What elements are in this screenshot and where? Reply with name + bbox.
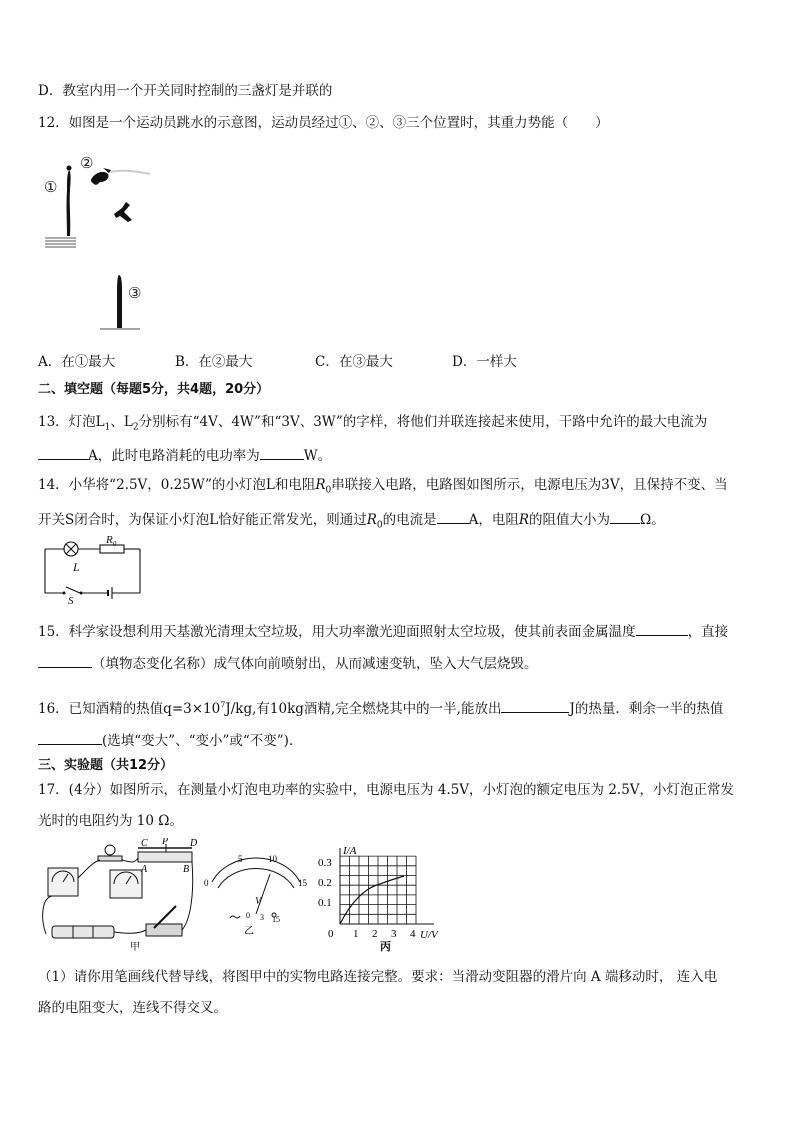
blank <box>636 623 688 636</box>
question-13-line-2: A，此时电路消耗的电功率为 W。 <box>38 447 331 464</box>
question-14-line-2: 开关S闭合时，为保证小灯泡L恰好能正常发光，则通过$R_0$的电流是 A，电阻R的阻值大小为 Ω。 <box>38 512 665 531</box>
question-14-line-1: 14．小华将“2.5V，0.25W”的小灯泡L和电阻$R_0$串联接入电路，电路图如图所示，电源电压为3V，且保持不变、当 <box>38 477 728 496</box>
question-15-line-2: （填物态变化名称）成气体向前喷射出，从而减速变轨，坠入大气层烧毁。 <box>38 655 538 672</box>
blank <box>38 732 102 745</box>
figure-jia-circuit <box>38 838 198 953</box>
marker-3: ③ <box>128 286 142 302</box>
circuit-diagram <box>40 535 150 605</box>
option-a: A．在①最大 <box>38 354 116 370</box>
question-16-line-2: (选填“变大”、“变小”或“不变”)． <box>38 732 302 749</box>
blank <box>437 511 469 524</box>
question-16-line-1: 16．已知酒精的热值$q=3\times 10^7J/kg$,有10kg酒精,完全燃烧其中的一半,能放出 J的热量．剩余一半的热值 <box>38 700 724 717</box>
question-17-1-line-1: （1）请你用笔画线代替导线，将图甲中的实物电路连接完整。要求：当滑动变阻器的滑片向 A 端移动时， 连入电 <box>38 969 718 985</box>
x-tick-1: 1 <box>353 928 359 940</box>
switch-label: S <box>68 595 74 605</box>
question-17-line-1: 17．(4分）如图所示，在测量小灯泡电功率的实验中，电源电压为 4.5V，小灯泡的额定电压为 2.5V，小灯泡正常发 <box>38 782 735 798</box>
question-17-line-2: 光时的电阻约为 10 Ω。 <box>38 813 183 829</box>
label-bing: 丙 <box>380 941 391 952</box>
option-d: D．一样大 <box>452 354 517 370</box>
diver-position-1 <box>67 170 71 236</box>
question-17-1-line-2: 路的电阻变大，连线不得交叉。 <box>38 1000 227 1016</box>
diver-position-2 <box>91 172 109 185</box>
dial-5: 5 <box>238 854 243 864</box>
x-tick-4: 4 <box>410 928 416 940</box>
terminal-3: 3 <box>260 913 264 922</box>
diving-figure <box>40 150 170 335</box>
question-15-line-1: 15．科学家设想利用天基激光清理太空垃圾，用大功率激光迎面照射太空垃圾，使其前表面金属温度 ，直接 <box>38 624 729 640</box>
blank <box>610 511 640 524</box>
figure-yi-dial <box>200 852 310 937</box>
bulb <box>105 845 115 855</box>
terminal-0: 0 <box>246 911 250 920</box>
terminal-15: 15 <box>272 915 280 924</box>
r0-label: R <box>106 535 113 546</box>
knife-switch <box>146 924 182 936</box>
switch-s <box>66 587 80 593</box>
y-axis-label: I/A <box>343 845 357 857</box>
section-2-heading: 二、填空题（每题5分，共4题，20分） <box>38 382 270 397</box>
label-yi: 乙 <box>244 926 254 937</box>
dial-15: 15 <box>298 878 307 888</box>
option-c: C．在③最大 <box>315 354 393 370</box>
diver-position-3 <box>117 275 122 328</box>
figure-bing-graph <box>316 842 446 952</box>
blank <box>501 700 569 713</box>
section-3-heading: 三、实验题（共12分） <box>38 758 174 773</box>
x-tick-3: 3 <box>391 928 397 940</box>
rheostat <box>138 852 192 862</box>
label-b: B <box>183 864 190 875</box>
option-d-line: D．教室内用一个开关同时控制的三盏灯是并联的 <box>38 83 333 99</box>
diver-mid-air <box>114 202 132 222</box>
blank <box>38 655 92 668</box>
dial-0: 0 <box>204 878 209 888</box>
marker-1: ① <box>44 180 58 196</box>
blank <box>38 447 88 460</box>
lamp-label: L <box>73 560 80 574</box>
springboard <box>45 238 76 247</box>
label-p: P <box>162 838 169 847</box>
y-tick-0.1: 0.1 <box>318 897 332 909</box>
option-b: B．在②最大 <box>175 354 253 370</box>
blank <box>260 447 304 460</box>
label-jia: 甲 <box>130 942 140 953</box>
x-tick-2: 2 <box>372 928 378 940</box>
dial-10: 10 <box>268 854 277 864</box>
question-12: 12．如图是一个运动员跳水的示意图，运动员经过①、②、③三个位置时，其重力势能（ ） <box>38 115 609 131</box>
x-tick-0: 0 <box>328 928 334 940</box>
svg-text:V: V <box>255 896 262 907</box>
r0-subscript: 0 <box>112 540 117 548</box>
battery-pack <box>52 926 114 938</box>
x-axis-label: U/V <box>420 929 438 941</box>
y-tick-0.3: 0.3 <box>318 857 332 869</box>
question-13-line-1: 13．灯泡$L_1$、$L_2$分别标有“4V、4W”和“3V、3W”的字样，将他们并联连接起来使用，干路中允许的最大电流为 <box>38 414 708 433</box>
y-tick-0.2: 0.2 <box>318 877 332 889</box>
label-d: D <box>190 838 198 849</box>
label-a: A <box>141 864 148 875</box>
label-c: C <box>141 838 148 849</box>
svg-text:R0 <box>105 535 117 548</box>
marker-2: ② <box>80 156 94 172</box>
